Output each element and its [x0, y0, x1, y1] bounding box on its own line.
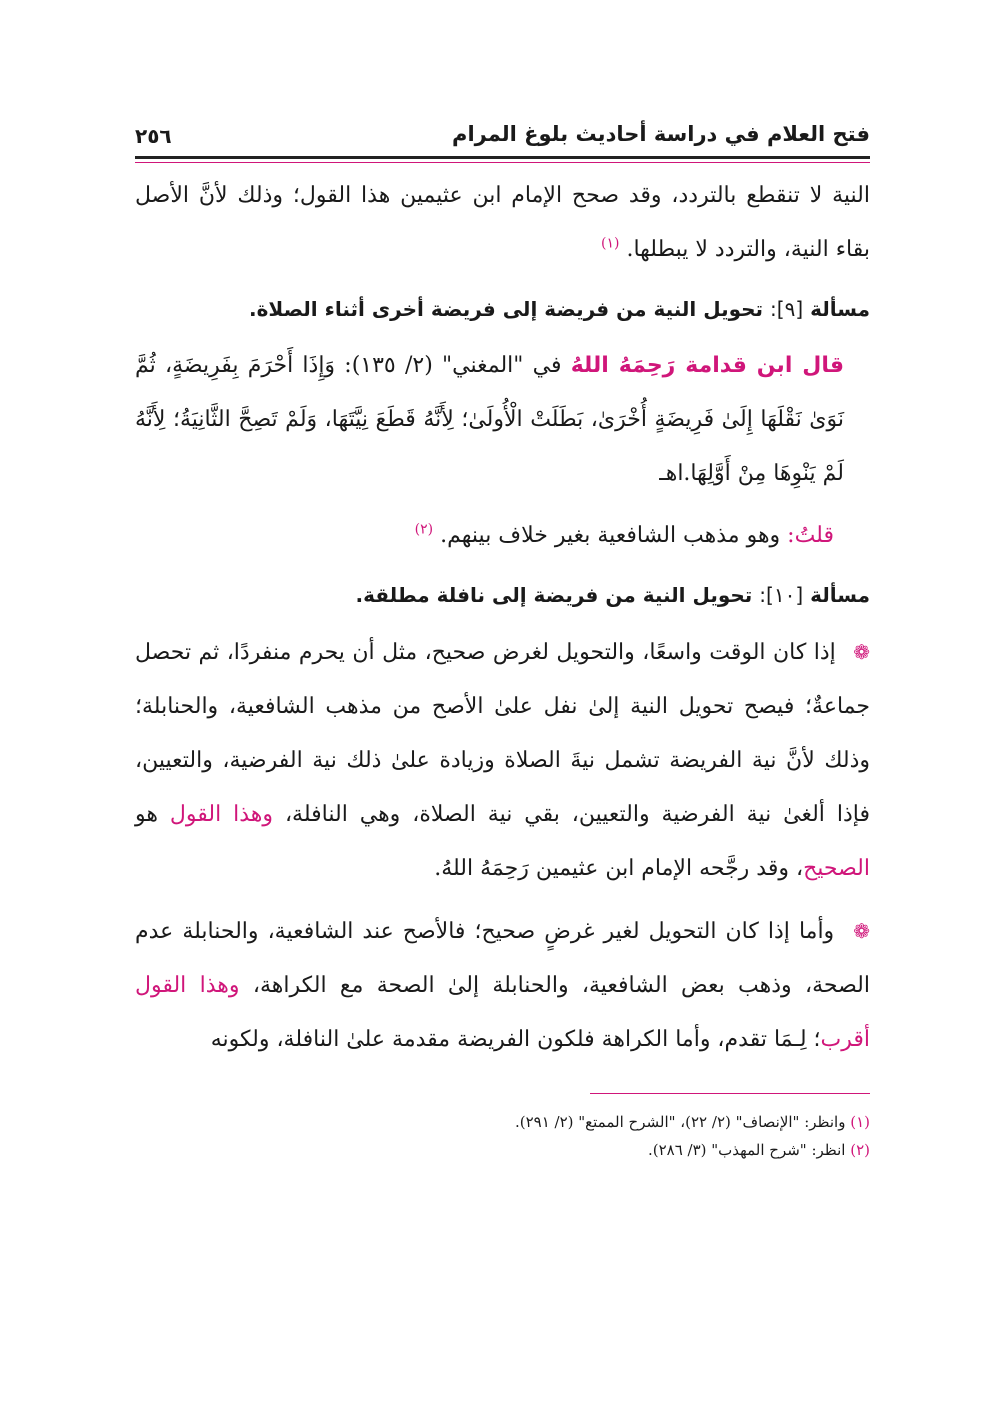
- book-title: فتح العلام في دراسة أحاديث بلوغ المرام: [452, 122, 870, 146]
- running-header: [135, 118, 870, 154]
- paragraph-invalid-reason: ❁ وأما إذا كان التحويل لغير غرضٍ صحيح؛ فالأصح عند الشافعية، والحنابلة عدم الصحة، وذهب بعض الشافعية، والحنابلة إلىٰ الصحة مع الكراهة، وهذا القول أقرب؛ لِـمَا تقدم، وأما الكراهة فلكون الفريضة مقدمة علىٰ النافلة، ولكونه: [135, 919, 870, 1052]
- footnote-separator: [590, 1093, 870, 1094]
- highlight-this-view: وهذا القول: [169, 802, 274, 827]
- issue-heading-9: مسألة [٩]: تحويل النية من فريضة إلى فريضة أخرى أثناء الصلاة.: [249, 297, 870, 321]
- header-rule-accent: [135, 162, 870, 163]
- highlight-closer-view: وهذا القول أقرب: [135, 973, 870, 1052]
- footnote-2: (٢) انظر: "شرح المهذب" (٣/ ٢٨٦).: [647, 1141, 870, 1159]
- quote-text: في "المغني" (٢/ ١٣٥): وَإِذَا أَحْرَمَ بِفَرِيضَةٍ، ثُمَّ نَوَىٰ نَقْلَهَا إِلَىٰ فَرِيضَةٍ أُخْرَىٰ، بَطَلَتْ الْأُولَىٰ؛ لِأَنَّهُ قَطَعَ نِيَّتَهَا، وَلَمْ تَصِحَّ الثَّانِيَةُ؛ لِأَنَّهُ لَمْ يَنْوِهَا مِنْ أَوَّلِهَا.اهـ: [135, 353, 844, 486]
- footnote-ref-1[interactable]: (١): [600, 235, 620, 252]
- qult-paragraph: قلتُ: وهو مذهب الشافعية بغير خلاف بينهم. $^{(٢)}$: [414, 521, 834, 548]
- footnote-ref-2[interactable]: (٢): [414, 521, 434, 538]
- paragraph-continuation: النية لا تنقطع بالتردد، وقد صحح الإمام ابن عثيمين هذا القول؛ وذلك لأنَّ الأصل بقاء النية، والتردد لا يبطلها. $^{(١)}$: [135, 183, 870, 262]
- highlight-correct: الصحيح: [803, 856, 870, 881]
- quotation-paragraph: [135, 339, 870, 501]
- flower-bullet-icon: ❁: [853, 919, 870, 943]
- paragraph-valid-reason: ❁ إذا كان الوقت واسعًا، والتحويل لغرض صحيح، مثل أن يحرم منفردًا، ثم تحصل جماعةٌ؛ فيصح تحويل النية إلىٰ نفل علىٰ الأصح من مذهب الشافعية، والحنابلة؛ وذلك لأنَّ نية الفريضة تشمل نيةَ الصلاة وزيادة علىٰ ذلك نية الفرضية، والتعيين، فإذا ألغىٰ نية الفرضية والتعيين، بقي نية الصلاة، وهي النافلة، وهذا القول هو الصحيح، وقد رجَّحه الإمام ابن عثيمين رَحِمَهُ اللهُ.: [135, 640, 870, 881]
- page-body: [135, 169, 870, 1067]
- footnote-1: (١) وانظر: "الإنصاف" (٢/ ٢٢)، "الشرح الممتع" (٢/ ٢٩١).: [514, 1113, 870, 1131]
- issue-heading-10: مسألة [١٠]: تحويل النية من فريضة إلى نافلة مطلقة.: [355, 583, 870, 607]
- flower-bullet-icon: ❁: [853, 640, 870, 664]
- quote-author: قال ابن قدامة رَحِمَهُ اللهُ: [570, 353, 845, 378]
- footnotes: [135, 1108, 870, 1164]
- book-page: [135, 118, 870, 1164]
- page-number: ٢٥٦: [135, 124, 172, 148]
- header-rule: [135, 156, 870, 159]
- qult-label: قلتُ:: [787, 523, 834, 548]
